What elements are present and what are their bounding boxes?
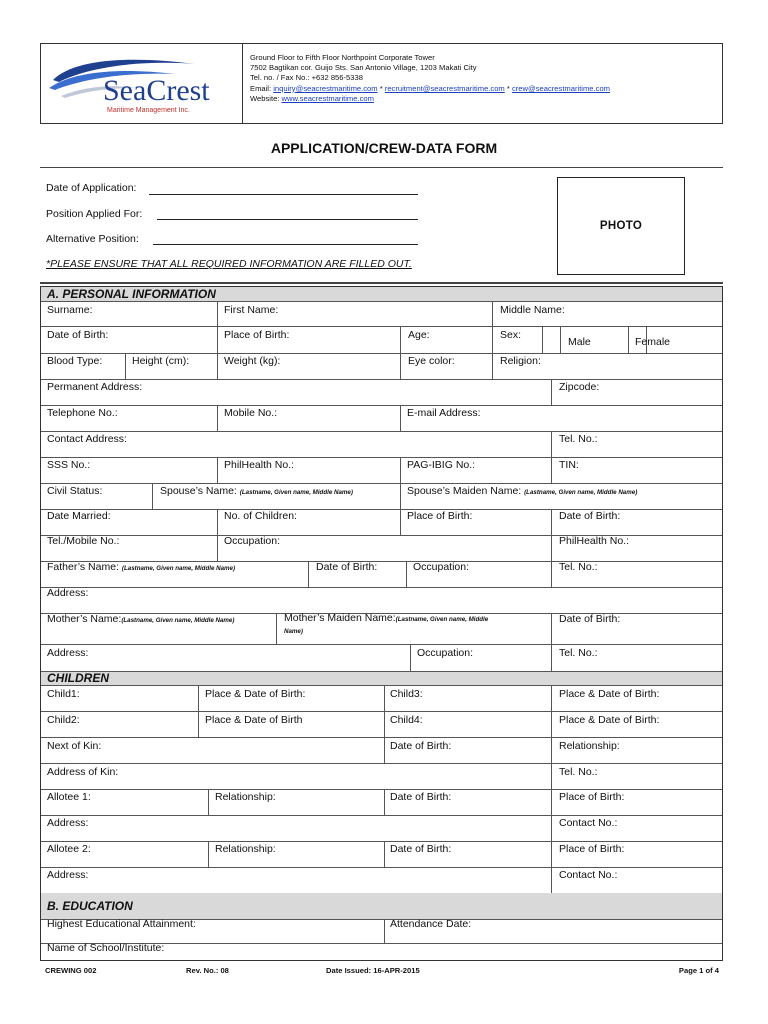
date-of-application-field[interactable] [149,194,418,195]
child4-birth-label: Place & Date of Birth: [559,714,660,726]
child1-label: Child1: [47,688,80,700]
revision-number: Rev. No.: 08 [186,966,229,975]
row-line [41,483,722,484]
section-a-header [41,287,722,301]
cell-divider [152,483,153,509]
email-link-crew[interactable]: crew@seacrestmaritime.com [511,83,610,93]
allotee1-address-label: Address: [47,817,89,829]
address-line-1: Ground Floor to Fifth Floor Northpoint Corporate Tower [250,53,435,62]
telephone-label: Telephone No.: [47,407,118,419]
row-line [41,867,722,868]
position-applied-field[interactable] [157,219,418,220]
cell-divider [551,867,552,893]
mother-occupation-label: Occupation: [417,647,474,659]
email-line: Email: inquiry@seacrestmaritime.com * recruitment@seacrestmaritime.com * crew@seacrestmaritime.com [250,83,610,93]
kin-address-label: Address of Kin: [47,766,119,778]
weight-label: Weight (kg): [224,355,281,367]
cell-divider [628,326,629,353]
cell-divider [400,353,401,379]
kin-tel-label: Tel. No.: [559,766,598,778]
cell-divider [551,457,552,483]
cell-divider [217,405,218,431]
row-line [41,737,722,738]
cell-divider [308,561,309,587]
sex-label: Sex: [500,329,522,341]
age-label: Age: [408,329,430,341]
mother-name-label: Mother’s Name:(Lastname, Given name, Middle Name) [47,613,235,625]
form-title: APPLICATION/CREW-DATA FORM [270,140,498,156]
cell-divider [492,353,493,379]
cell-divider [217,509,218,535]
contact-address-label: Contact Address: [47,433,127,445]
eye-color-label: Eye color: [408,355,455,367]
blood-type-label: Blood Type: [47,355,103,367]
cell-divider [400,326,401,353]
child3-birth-label: Place & Date of Birth: [559,688,660,700]
row-line [41,301,722,302]
cell-divider [542,326,543,353]
child3-label: Child3: [390,688,423,700]
cell-divider [276,613,277,644]
position-applied-label: Position Applied For: [46,208,143,220]
allotee2-dob-label: Date of Birth: [390,843,452,855]
row-line [41,841,722,842]
row-line [41,763,722,764]
cell-divider [384,685,385,737]
cell-divider [410,644,411,671]
sss-label: SSS No.: [47,459,91,471]
sex-male-option[interactable]: Male [568,336,591,348]
attendance-date-label: Attendance Date: [390,918,472,930]
no-children-label: No. of Children: [224,510,297,522]
letterhead [40,43,723,124]
date-issued: Date Issued: 16-APR-2015 [326,966,420,975]
pob-label: Place of Birth: [224,329,290,341]
cell-divider [551,789,552,815]
surname-label: Surname: [47,304,93,316]
contact-tel-label: Tel. No.: [559,433,598,445]
crew-data-form-table [40,286,723,961]
cell-divider [551,613,552,644]
row-line [41,587,722,588]
child1-birth-label: Place & Date of Birth: [205,688,306,700]
allotee1-relationship-label: Relationship: [215,791,276,803]
tin-label: TIN: [559,459,579,471]
date-of-application-label: Date of Application: [46,182,137,194]
cell-divider [384,737,385,763]
cell-divider [208,841,209,867]
zipcode-label: Zipcode: [559,381,600,393]
father-tel-label: Tel. No.: [559,561,598,573]
form-code: CREWING 002 [45,966,97,975]
phone-line: Tel. no. / Fax No.: +632 856-5338 [250,73,363,83]
cell-divider [217,301,218,326]
cell-divider [551,379,552,405]
svg-text:Maritime Management Inc.: Maritime Management Inc. [107,107,190,114]
cell-divider [217,457,218,483]
cell-divider [217,326,218,353]
cell-divider [560,326,561,353]
row-line [41,379,722,380]
father-occupation-label: Occupation: [413,561,470,573]
row-line [41,815,722,816]
section-title: A. PERSONAL INFORMATION [47,287,216,301]
allotee2-contact-label: Contact No.: [559,869,618,881]
required-notice: *PLEASE ENSURE THAT ALL REQUIRED INFORMATION ARE FILLED OUT. [46,258,412,270]
row-line [41,789,722,790]
allotee2-label: Allotee 2: [47,843,91,855]
allotee1-pob-label: Place of Birth: [559,791,625,803]
middle-name-label: Middle Name: [500,304,565,316]
permanent-address-label: Permanent Address: [47,381,143,393]
mother-maiden-label: Mother’s Maiden Name:(Lastname, Given name, Middle Name) [284,612,489,635]
cell-divider [400,483,401,509]
cell-divider [400,509,401,535]
allotee2-relationship-label: Relationship: [215,843,276,855]
philhealth-label: PhilHealth No.: [224,459,295,471]
highest-education-label: Highest Educational Attainment: [47,918,196,930]
cell-divider [551,685,552,737]
row-line [41,326,722,327]
row-line [41,457,722,458]
mother-address-label: Address: [47,647,89,659]
cell-divider [406,561,407,587]
cell-divider [551,737,552,763]
cell-divider [551,841,552,867]
row-line [41,671,722,672]
cell-divider [551,509,552,535]
child2-birth-label: Place & Date of Birth [205,714,303,726]
spouse-dob-label: Date of Birth: [559,510,621,522]
row-line [41,405,722,406]
row-line [41,711,722,712]
cell-divider [208,789,209,815]
mother-tel-label: Tel. No.: [559,647,598,659]
page-number: Page 1 of 4 [678,966,719,975]
cell-divider [551,763,552,789]
cell-divider [551,815,552,841]
dob-label: Date of Birth: [47,329,109,341]
cell-divider [198,685,199,737]
notice-rule [40,282,723,284]
first-name-label: First Name: [224,304,279,316]
cell-divider [384,789,385,815]
spouse-occupation-label: Occupation: [224,535,281,547]
seacrest-logo [45,50,237,118]
cell-divider [551,644,552,671]
header-divider [242,44,243,123]
alternative-position-label: Alternative Position: [46,233,139,245]
company-address [250,53,610,104]
section-title: B. EDUCATION [47,899,133,913]
allotee1-contact-label: Contact No.: [559,817,618,829]
cell-divider [400,457,401,483]
kin-dob-label: Date of Birth: [390,740,452,752]
kin-relationship-label: Relationship: [559,740,620,752]
website-link[interactable]: www.seacrestmaritime.com [281,93,374,103]
allotee2-address-label: Address: [47,869,89,881]
row-line [41,685,722,686]
row-line [41,644,722,645]
email-link-inquiry[interactable]: inquiry@seacrestmaritime.com [273,83,378,93]
religion-label: Religion: [500,355,541,367]
child2-label: Child2: [47,714,80,726]
spouse-pob-label: Place of Birth: [407,510,473,522]
spouse-maiden-label: Spouse’s Maiden Name: (Lastname, Given name, Middle Name) [407,485,638,497]
row-line [41,353,722,354]
mother-dob-label: Date of Birth: [559,613,621,625]
title-rule [40,167,723,168]
cell-divider [217,535,218,561]
address-line-2: 7502 Bagtikan cor. Guijo Sts. San Antonio Village, 1203 Makati City [250,63,477,73]
photo-box[interactable]: PHOTO [557,177,685,275]
row-line [41,431,722,432]
cell-divider [384,841,385,867]
school-name-label: Name of School/Institute: [47,942,165,954]
sex-female-option[interactable]: Female [635,336,671,348]
cell-divider [400,405,401,431]
cell-divider [125,353,126,379]
father-dob-label: Date of Birth: [316,561,378,573]
section-title: CHILDREN [47,671,109,685]
spouse-tel-label: Tel./Mobile No.: [47,535,120,547]
cell-divider [551,431,552,457]
cell-divider [551,561,552,587]
pagibig-label: PAG-IBIG No.: [407,459,476,471]
children-header [41,671,722,685]
cell-divider [217,353,218,379]
cell-divider [551,535,552,561]
father-name-label: Father’s Name: (Lastname, Given name, Middle Name) [47,561,236,573]
cell-divider [384,919,385,943]
allotee2-pob-label: Place of Birth: [559,843,625,855]
email-link-recruitment[interactable]: recruitment@seacrestmaritime.com [384,83,505,93]
height-label: Height (cm): [132,355,190,367]
cell-divider [492,326,493,353]
cell-divider [492,301,493,326]
svg-text:SeaCrest: SeaCrest [103,74,210,107]
next-of-kin-label: Next of Kin: [47,740,102,752]
alternative-position-field[interactable] [153,244,418,245]
section-b-header [41,893,722,919]
child4-label: Child4: [390,714,423,726]
allotee1-label: Allotee 1: [47,791,91,803]
email-address-label: E-mail Address: [407,407,481,419]
civil-status-label: Civil Status: [47,485,103,497]
mobile-label: Mobile No.: [224,407,278,419]
spouse-philhealth-label: PhilHealth No.: [559,535,630,547]
allotee1-dob-label: Date of Birth: [390,791,452,803]
date-married-label: Date Married: [47,510,111,522]
website-line: Website: www.seacrestmaritime.com [250,93,374,103]
father-address-label: Address: [47,587,89,599]
spouse-name-label: Spouse’s Name: (Lastname, Given name, Middle Name) [160,485,353,497]
